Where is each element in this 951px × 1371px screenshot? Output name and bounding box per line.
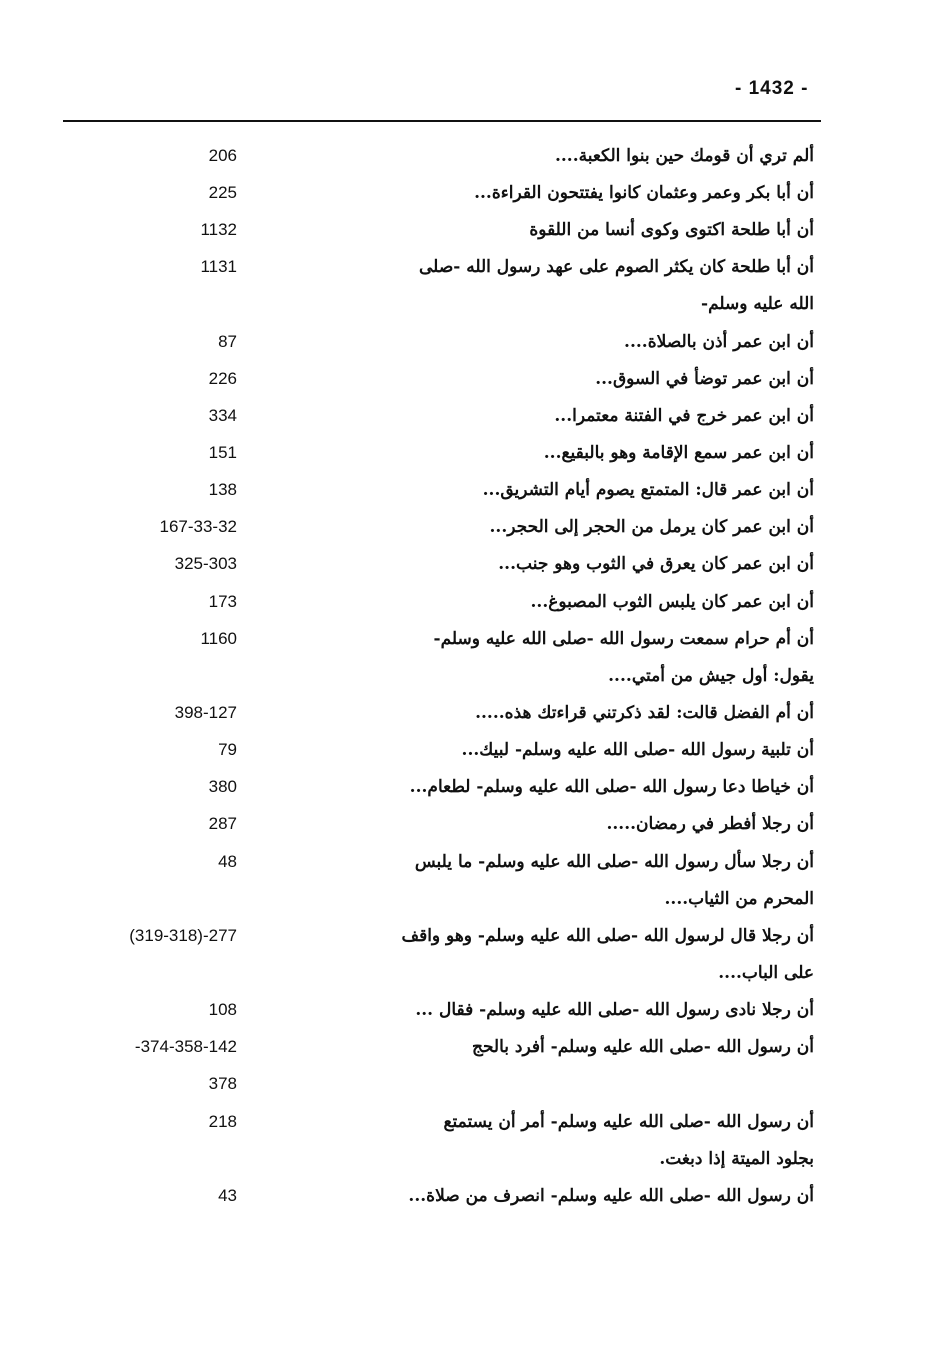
- entry-page-ref: 173: [208, 592, 237, 611]
- index-entry: [0, 475, 951, 505]
- entry-page-ref: 1160: [200, 629, 237, 648]
- index-entry-continuation: [0, 1069, 951, 1099]
- index-entry: [0, 141, 951, 171]
- page-number: - 1432 -: [735, 78, 809, 99]
- entry-text: ألم تري أن قومك حين بنوا الكعبة....: [554, 146, 814, 166]
- entry-text: على الباب....: [718, 963, 814, 983]
- index-entry: [0, 549, 951, 579]
- entry-page-ref: 206: [208, 146, 237, 165]
- index-entry: [0, 847, 951, 877]
- entry-page-ref: 380: [208, 777, 237, 796]
- entry-text: أن رسول الله -صلى الله عليه وسلم- أمر أن يستمتع: [443, 1112, 814, 1132]
- entry-text: أن أبا بكر وعمر وعثمان كانوا يفتتحون القراءة...: [474, 183, 814, 203]
- entry-text: أن رسول الله -صلى الله عليه وسلم- انصرف من صلاة...: [408, 1186, 814, 1206]
- entry-page-ref: 287: [208, 814, 237, 833]
- index-entry: [0, 1181, 951, 1211]
- index-entry-continuation: [0, 661, 951, 691]
- entry-page-ref: 43: [218, 1186, 237, 1205]
- index-entry: [0, 735, 951, 765]
- entry-text: أن ابن عمر سمع الإقامة وهو بالبقيع...: [543, 443, 814, 463]
- index-entry: [0, 178, 951, 208]
- index-entry: [0, 364, 951, 394]
- entry-text: أن أبا طلحة كان يكثر الصوم على عهد رسول الله -صلى: [419, 257, 814, 277]
- entry-text: أن رجلا نادى رسول الله -صلى الله عليه وسلم- فقال ...: [415, 1000, 814, 1020]
- entry-text: يقول: أول جيش من أمتي....: [608, 666, 814, 686]
- entry-page-ref: 325-303: [174, 554, 237, 573]
- entry-page-ref: 138: [208, 480, 237, 499]
- index-entry: [0, 512, 951, 542]
- entry-text: أن أم حرام سمعت رسول الله -صلى الله عليه وسلم-: [433, 629, 814, 649]
- index-entry: [0, 1107, 951, 1137]
- entry-page-ref: 79: [218, 740, 237, 759]
- entry-text: أن خياطا دعا رسول الله -صلى الله عليه وسلم- لطعام...: [409, 777, 814, 797]
- entry-page-ref: 48: [218, 852, 237, 871]
- entry-text: أن رجلا قال لرسول الله -صلى الله عليه وسلم- وهو واقف: [401, 926, 814, 946]
- entry-page-ref: 334: [208, 406, 237, 425]
- entry-page-ref: 378: [208, 1074, 237, 1093]
- index-entry: [0, 772, 951, 802]
- entry-page-ref: 87: [218, 332, 237, 351]
- entry-text: أن رجلا سأل رسول الله -صلى الله عليه وسلم- ما يلبس: [414, 852, 814, 872]
- index-entry-continuation: [0, 958, 951, 988]
- entry-text: أن تلبية رسول الله -صلى الله عليه وسلم- لبيك...: [461, 740, 814, 760]
- index-entry: [0, 215, 951, 245]
- index-entry: [0, 327, 951, 357]
- index-entry: [0, 921, 951, 951]
- entry-text: أن رسول الله -صلى الله عليه وسلم- أفرد بالحج: [471, 1037, 814, 1057]
- entry-text: أن أم الفضل قالت: لقد ذكرتني قراءتك هذه.....: [475, 703, 814, 723]
- index-entry-continuation: [0, 884, 951, 914]
- entry-page-ref: 1132: [200, 220, 237, 239]
- entry-text: أن ابن عمر قال: المتمتع يصوم أيام التشريق...: [482, 480, 814, 500]
- entry-page-ref: 151: [208, 443, 237, 462]
- index-entry: [0, 438, 951, 468]
- entry-page-ref: (319-318)-277: [129, 926, 237, 945]
- index-entry: [0, 995, 951, 1025]
- entry-page-ref: 226: [208, 369, 237, 388]
- entry-page-ref: 225: [208, 183, 237, 202]
- entry-text: أن أبا طلحة اكتوى وكوى أنسا من اللقوة: [529, 220, 814, 240]
- entry-text: الله عليه وسلم-: [701, 294, 814, 314]
- index-entry: [0, 587, 951, 617]
- entry-page-ref: 167-33-32: [159, 517, 237, 536]
- index-entry: [0, 809, 951, 839]
- entry-text: المحرم من الثياب....: [664, 889, 814, 909]
- index-entry-continuation: [0, 289, 951, 319]
- entry-text: أن ابن عمر كان يرمل من الحجر إلى الحجر...: [489, 517, 814, 537]
- index-entry-continuation: [0, 1144, 951, 1174]
- entry-text: أن ابن عمر كان يعرق في الثوب وهو جنب...: [498, 554, 814, 574]
- entry-text: بجلود الميتة إذا دبغت.: [659, 1149, 814, 1169]
- entry-page-ref: 398-127: [174, 703, 237, 722]
- index-entry: [0, 1032, 951, 1062]
- entry-page-ref: 1131: [200, 257, 237, 276]
- entry-text: أن ابن عمر توضأ في السوق...: [595, 369, 814, 389]
- entry-text: أن رجلا أفطر في رمضان.....: [606, 814, 814, 834]
- entry-text: أن ابن عمر كان يلبس الثوب المصبوغ...: [530, 592, 814, 612]
- index-entry: [0, 624, 951, 654]
- entry-page-ref: 108: [208, 1000, 237, 1019]
- entry-text: أن ابن عمر خرج في الفتنة معتمرا...: [554, 406, 814, 426]
- index-entry: [0, 252, 951, 282]
- entry-text: أن ابن عمر أذن بالصلاة....: [624, 332, 814, 352]
- index-entry: [0, 698, 951, 728]
- entry-page-ref: -374-358-142: [134, 1037, 237, 1056]
- index-entry: [0, 401, 951, 431]
- entry-page-ref: 218: [208, 1112, 237, 1131]
